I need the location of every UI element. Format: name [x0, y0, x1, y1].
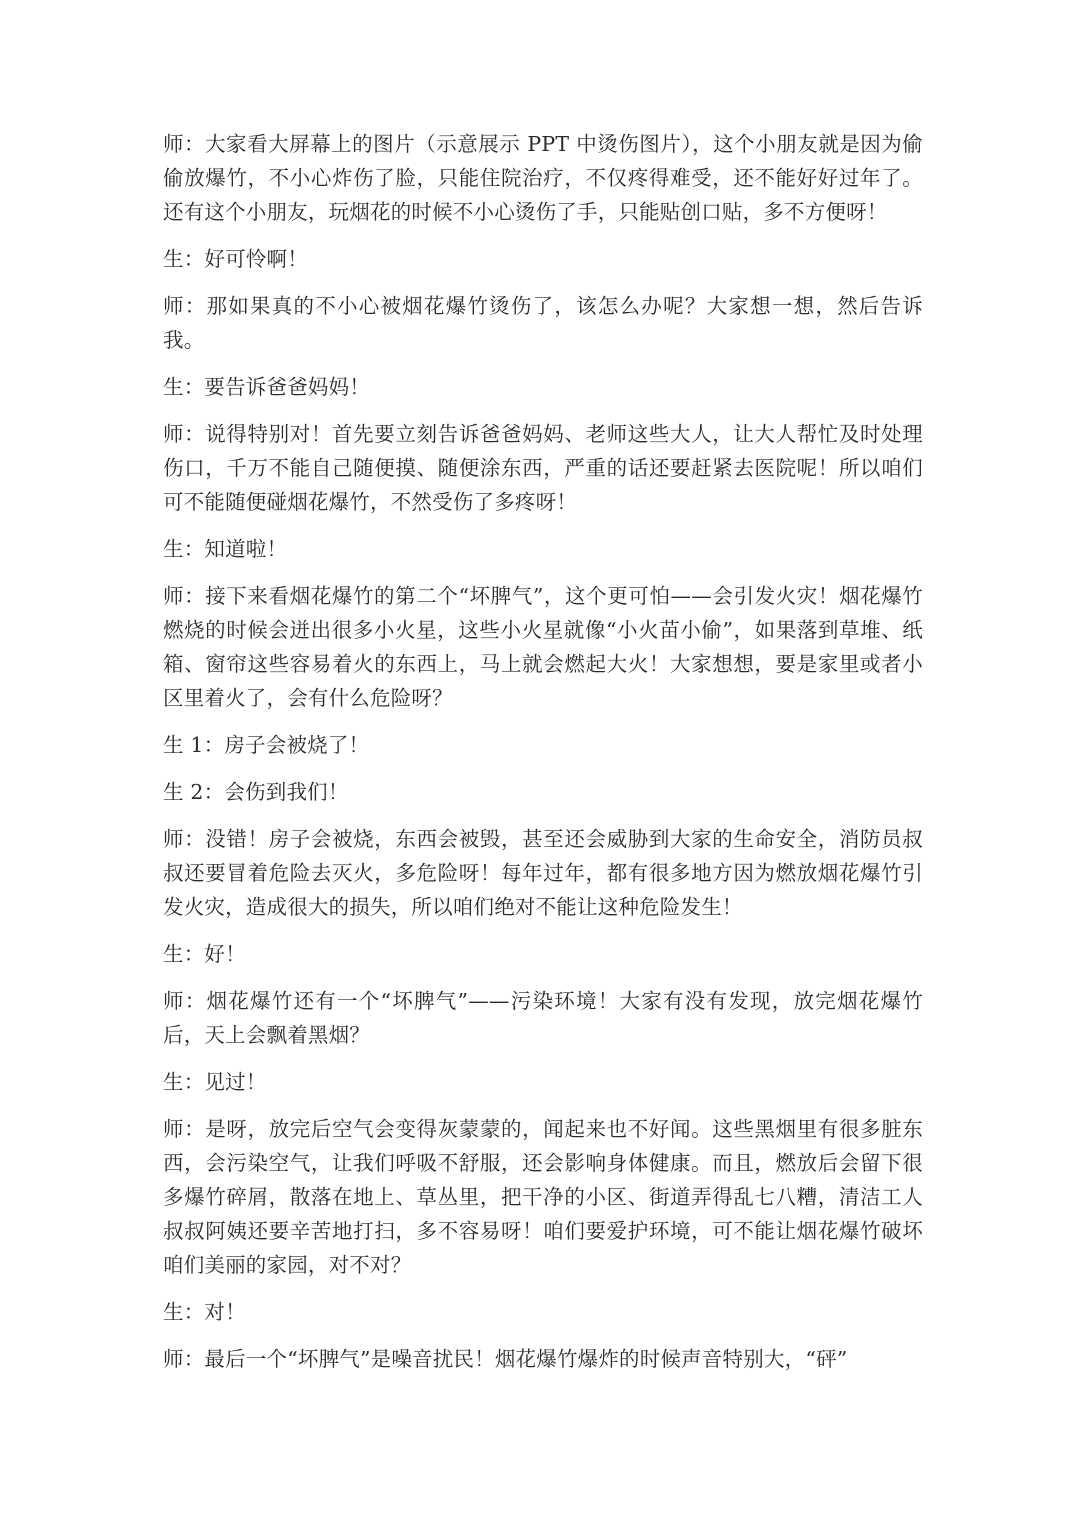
paragraph-student1-house: 生 1：房子会被烧了！: [163, 733, 370, 757]
document-body: [163, 127, 923, 1376]
paragraph-teacher-what-to-do: 师：那如果真的不小心被烟花爆竹烫伤了，该怎么办呢？大家想一想，然后告诉我。: [163, 294, 923, 352]
paragraph-teacher-first-aid: 师：说得特别对！首先要立刻告诉爸爸妈妈、老师这些大人，让大人帮忙及时处理伤口，千万不能自己随便摸、随便涂东西，严重的话还要赶紧去医院呢！所以咱们可不能随便碰烟花爆竹，不然受伤了多疼呀！: [163, 422, 923, 514]
paragraph-student-tell-parents: 生：要告诉爸爸妈妈！: [163, 375, 370, 399]
paragraph-student-pity: 生：好可怜啊！: [163, 247, 308, 271]
paragraph-teacher-fire-danger: 师：没错！房子会被烧，东西会被毁，甚至还会威胁到大家的生命安全，消防员叔叔还要冒着危险去灭火，多危险呀！每年过年，都有很多地方因为燃放烟花爆竹引发火灾，造成很大的损失，所以咱们绝对不能让这种危险发生！: [163, 827, 923, 919]
paragraph-teacher-noise: 师：最后一个“坏脾气”是噪音扰民！烟花爆竹爆炸的时候声音特别大，“砰”: [163, 1347, 848, 1371]
paragraph-student2-hurt: 生 2：会伤到我们！: [163, 780, 349, 804]
paragraph-teacher-environment: 师：是呀，放完后空气会变得灰蒙蒙的，闻起来也不好闻。这些黑烟里有很多脏东西，会污染空气，让我们呼吸不舒服，还会影响身体健康。而且，燃放后会留下很多爆竹碎屑，散落在地上、草丛里，把干净的小区、街道弄得乱七八糟，清洁工人叔叔阿姨还要辛苦地打扫，多不容易呀！咱们要爱护环境，可不能让烟花爆竹破坏咱们美丽的家园，对不对？: [163, 1117, 923, 1277]
paragraph-teacher-burn-pictures: 师：大家看大屏幕上的图片（示意展示 PPT 中烫伤图片），这个小朋友就是因为偷偷放爆竹，不小心炸伤了脸，只能住院治疗，不仅疼得难受，还不能好好过年了。还有这个小朋友，玩烟花的时候不小心烫伤了手，只能贴创口贴，多不方便呀！: [163, 132, 923, 224]
paragraph-student-seen: 生：见过！: [163, 1070, 267, 1094]
paragraph-teacher-fire-hazard: 师：接下来看烟花爆竹的第二个“坏脾气”，这个更可怕——会引发火灾！烟花爆竹燃烧的时候会迸出很多小火星，这些小火星就像“小火苗小偷”，如果落到草堆、纸箱、窗帘这些容易着火的东西上，马上就会燃起大火！大家想想，要是家里或者小区里着火了，会有什么危险呀？: [163, 584, 923, 710]
paragraph-student-ok: 生：好！: [163, 942, 246, 966]
paragraph-student-understood: 生：知道啦！: [163, 537, 288, 561]
paragraph-student-right: 生：对！: [163, 1300, 246, 1324]
paragraph-teacher-pollution: 师：烟花爆竹还有一个“坏脾气”——污染环境！大家有没有发现，放完烟花爆竹后，天上会飘着黑烟？: [163, 989, 923, 1047]
